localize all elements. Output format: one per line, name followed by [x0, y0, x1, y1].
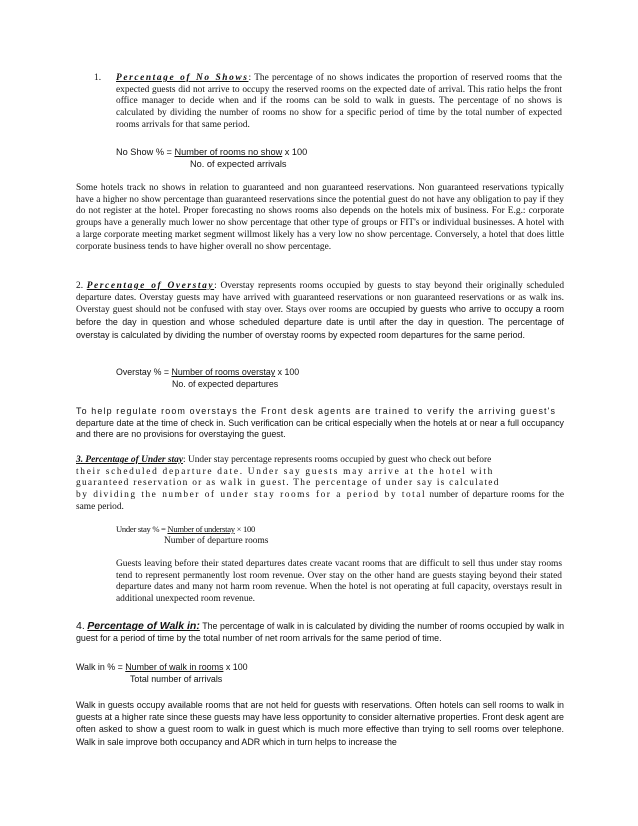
walk-in-intro [76, 620, 564, 644]
intro-text: The percentage of walk in is calculated by dividing the number of rooms occupied by walk in guest for a period of time by the total number of net room arrivals for the same period of time. [76, 621, 565, 643]
formula-denominator: No. of expected departures [172, 379, 279, 389]
under-stay-formula: Under stay % = Number of understay × 100 [116, 524, 255, 534]
under-stay-paragraph: Guests leaving before their stated departures dates create vacant rooms that are difficult to sell thus under stay rooms tend to represent permanently lost room revenue. Over stay on the other hand are guests staying beyond their stated departure dates and many not harm room revenue. When the hotel is not operating at full capacity, overstays result in additional unexpected room revenue. [116, 559, 562, 605]
overstay-formula: Overstay % = Number of rooms overstay x 100 [116, 367, 300, 377]
section-number: 2. [76, 281, 84, 291]
formula-denominator: Total number of arrivals [130, 674, 223, 684]
intro-text: Overstay represents rooms occupied by guests to stay beyond their originally scheduled departure dates. Overstay guests may have arrived with guaranteed reservations or non guaranteed reservations or as walk ins. Overstay guest should not be confused with stay over. Stays over rooms are [76, 281, 565, 316]
section-heading: Percentage of Walk in: [87, 620, 200, 632]
section-heading: Percentage of No Shows [116, 73, 249, 83]
walk-in-formula: Walk in % = Number of walk in rooms x 100 [76, 662, 248, 672]
formula-numerator: Number of walk in rooms [125, 662, 224, 672]
overstay-intro: 2. Percentage of Overstay: Overstay represents rooms occupied by guests to stay beyond their originally scheduled departure dates. Overstay guests may have arrived with guaranteed reservations or non guaranteed reservations or as walk ins. Overstay guest should not be confused with stay over. Stays over rooms are occupied by guests who arrive to occupy a room before the day in question and whose scheduled departure date is until after the day in question. The percentage of overstay is calculated by dividing the number of overstay rooms by expected room departures for the same period. [76, 281, 565, 340]
walk-in-paragraph: Walk in guests occupy available rooms that are not held for guests with reservations. Often hotels can sell rooms to walk in guests at a higher rate since these guests may have less opportunity to consider alternative properties. Front desk agent are often asked to show a guest room to walk in guest which is much more effective than trying to sell rooms over telephone. Walk in sale improve both occupancy and ADR which in turn helps to increase the [76, 700, 564, 747]
section-heading: Percentage of Overstay [86, 281, 215, 291]
overstay-paragraph: To help regulate room overstays the Front desk agents are trained to verify the arriving guest's departure date at the time of check in. Such verification can be critical especially when the hotels at or near a full occupancy and there are no provisions for overstaying the guest. [76, 406, 564, 440]
section-heading: 3. Percentage of Under stay [76, 455, 184, 465]
no-show-paragraph: Some hotels track no shows in relation to guaranteed and non guaranteed reservations. Non guaranteed reservations typically have a higher no show percentage than guaranteed reservations since the potential guest do not have any obligation to pay if they do not register at the hotel. Proper forecasting no shows rooms also depends on the hotels mix of business. For E.g.: corporate groups have a generally much lower no show percentage that other type of groups or FIT's or individual businesses. A hotel with a large corporate meeting market segment willmost likely has a very low no show percentage. Conversely, a hotel that does little corporate business tends to have higher overall no show percentage. [76, 183, 564, 252]
spaced-line: To help regulate room overstays the Front desk agents are trained to verify the arriving guest's [76, 406, 557, 416]
no-show-intro: Percentage of No Shows: The percentage of no shows indicates the proportion of reserved rooms that the expected guests did not arrive to occupy the reserved rooms on the expected date of arrival. This ratio helps the front office manager to decide when and if the rooms can be sold to walk in guests. The percentage of no shows is calculated by dividing the number of rooms no show for a specific period of time by the total number of expected rooms arrivals for that same period. [116, 73, 562, 130]
intro-text: The percentage of no shows indicates the proportion of reserved rooms that the expected guests did not arrive to occupy the reserved rooms on the expected date of arrival. This ratio helps the front office manager to decide when and if the rooms can be sold to walk in guests. The percentage of no shows is calculated by dividing the number of rooms no show for a specific period of time by the total number of expected rooms arrivals for that same period. [116, 73, 562, 130]
formula-numerator: Number of rooms overstay [171, 367, 276, 377]
formula-numerator: Number of understay [167, 524, 235, 534]
section-number: 4. [76, 620, 85, 632]
under-stay-intro: 3. Percentage of Under stay: Under stay percentage represents rooms occupied by guest who check out before their scheduled departure date. Under say guests may arrive at the hotel with guaranteed reservation or as walk in guest. The percentage of under say is calculated by dividing the number of under stay rooms for a period by total number of departure rooms for the same period. [76, 455, 564, 512]
no-show-formula: No Show % = Number of rooms no show x 100 [116, 147, 308, 157]
intro-text-continued: occupied by guests who arrive to occupy a room before the day in question and whose scheduled departure date is until after the day in question. The percentage of overstay is calculated by dividing the number of overstay rooms by expected room departures for the same period. [76, 304, 564, 340]
formula-denominator: Number of departure rooms [164, 536, 269, 546]
section-number: 1. [94, 73, 102, 83]
formula-denominator: No. of expected arrivals [190, 159, 287, 169]
formula-numerator: Number of rooms no show [174, 147, 283, 157]
